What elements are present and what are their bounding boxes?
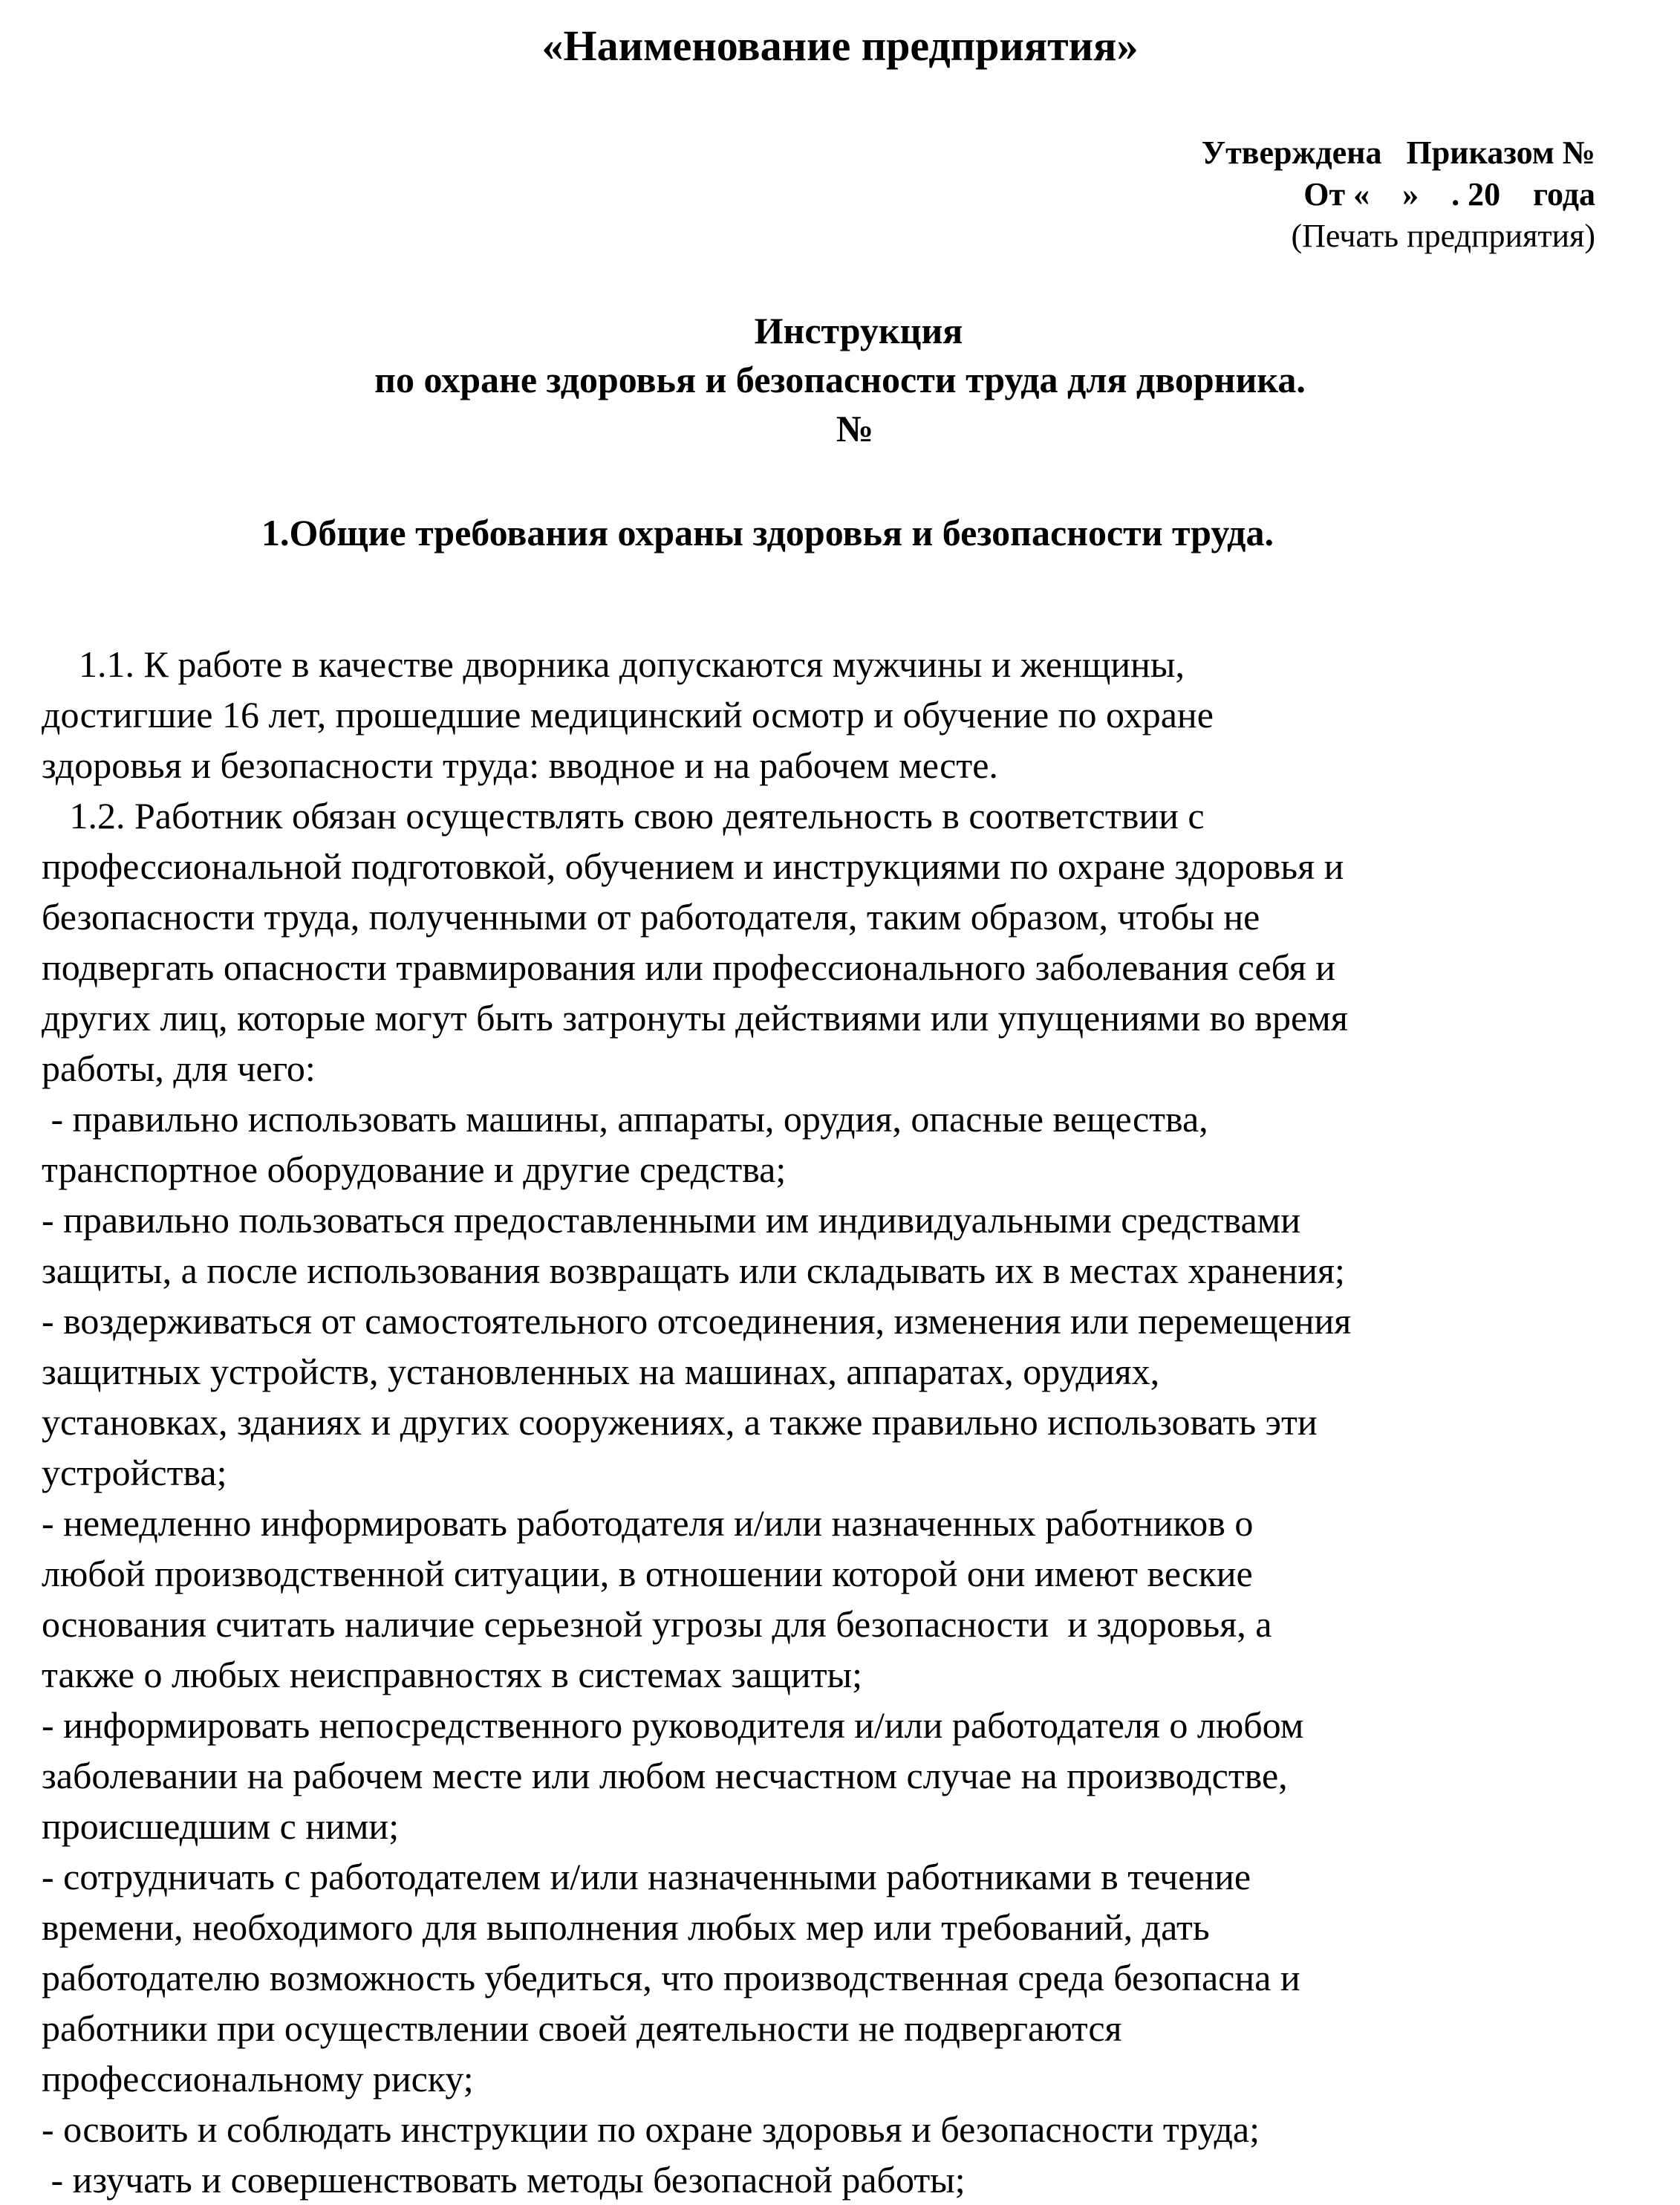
body-line: работодателю возможность убедиться, что производственная среда безопасна и: [42, 1957, 1300, 1998]
body-line: - воздерживаться от самостоятельного отсоединения, изменения или перемещения: [42, 1300, 1352, 1342]
body-line: происшедшим с ними;: [42, 1805, 400, 1847]
body-line: работники при осуществлении своей деятельности не подвергаются: [42, 2007, 1122, 2049]
body-line: достигшие 16 лет, прошедшие медицинский осмотр и обучение по охране: [42, 694, 1214, 735]
body-line: - правильно пользоваться предоставленными им индивидуальными средствами: [42, 1199, 1301, 1241]
body-line: устройства;: [42, 1452, 227, 1493]
body-line: здоровья и безопасности труда: вводное и на рабочем месте.: [42, 744, 998, 786]
body-line: безопасности труда, полученными от работодателя, таким образом, чтобы не: [42, 896, 1260, 938]
body-line: - информировать непосредственного руководителя и/или работодателя о любом: [42, 1704, 1304, 1746]
body-line: профессиональной подготовкой, обучением и инструкциями по охране здоровья и: [42, 845, 1344, 887]
body-line: времени, необходимого для выполнения любых мер или требований, дать: [42, 1906, 1210, 1948]
body-line: профессиональному риску;: [42, 2058, 474, 2100]
body-line: 1.2. Работник обязан осуществлять свою деятельность в соответствии с: [42, 795, 1205, 837]
body-line: - немедленно информировать работодателя и/или назначенных работников о: [42, 1502, 1254, 1544]
company-seal-note: (Печать предприятия): [1291, 218, 1595, 254]
body-line: также о любых неисправностях в системах защиты;: [42, 1654, 863, 1695]
body-line: - изучать и совершенствовать методы безопасной работы;: [42, 2159, 966, 2201]
body-line: работы, для чего:: [42, 1048, 316, 1089]
body-line: установках, зданиях и других сооружениях, а также правильно использовать эти: [42, 1401, 1318, 1443]
body-line: транспортное оборудование и другие средства;: [42, 1149, 787, 1190]
approval-order-line: Утверждена Приказом №: [1201, 134, 1595, 171]
company-name: «Наименование предприятия»: [541, 22, 1139, 70]
body-line: подвергать опасности травмирования или профессионального заболевания себя и: [42, 946, 1336, 988]
document-number-sign: №: [836, 408, 874, 449]
document-title: [0, 306, 1680, 453]
document-title-line1: Инструкция: [754, 310, 963, 351]
body-line: заболевании на рабочем месте или любом несчастном случае на производстве,: [42, 1755, 1288, 1796]
approval-block: [1202, 132, 1595, 257]
body-line: 1.1. К работе в качестве дворника допускаются мужчины и женщины,: [42, 643, 1185, 685]
body-text: [42, 639, 1646, 2205]
body-line: защитных устройств, установленных на машинах, аппаратах, орудиях,: [42, 1351, 1160, 1392]
body-line: любой производственной ситуации, в отношении которой они имеют веские: [42, 1553, 1253, 1594]
body-line: основания считать наличие серьезной угрозы для безопасности и здоровья, а: [42, 1603, 1272, 1645]
section-heading: 1.Общие требования охраны здоровья и безопасности труда.: [261, 512, 1274, 553]
body-line: других лиц, которые могут быть затронуты действиями или упущениями во время: [42, 997, 1348, 1039]
body-line: защиты, а после использования возвращать или складывать их в местах хранения;: [42, 1250, 1345, 1291]
document-title-line2: по охране здоровья и безопасности труда для дворника.: [374, 359, 1306, 400]
approval-date-line: От « » . 20 года: [1303, 176, 1595, 212]
body-line: - сотрудничать с работодателем и/или назначенными работниками в течение: [42, 1856, 1251, 1897]
body-line: - освоить и соблюдать инструкции по охране здоровья и безопасности труда;: [42, 2108, 1260, 2150]
body-line: - правильно использовать машины, аппараты, орудия, опасные вещества,: [42, 1098, 1208, 1140]
